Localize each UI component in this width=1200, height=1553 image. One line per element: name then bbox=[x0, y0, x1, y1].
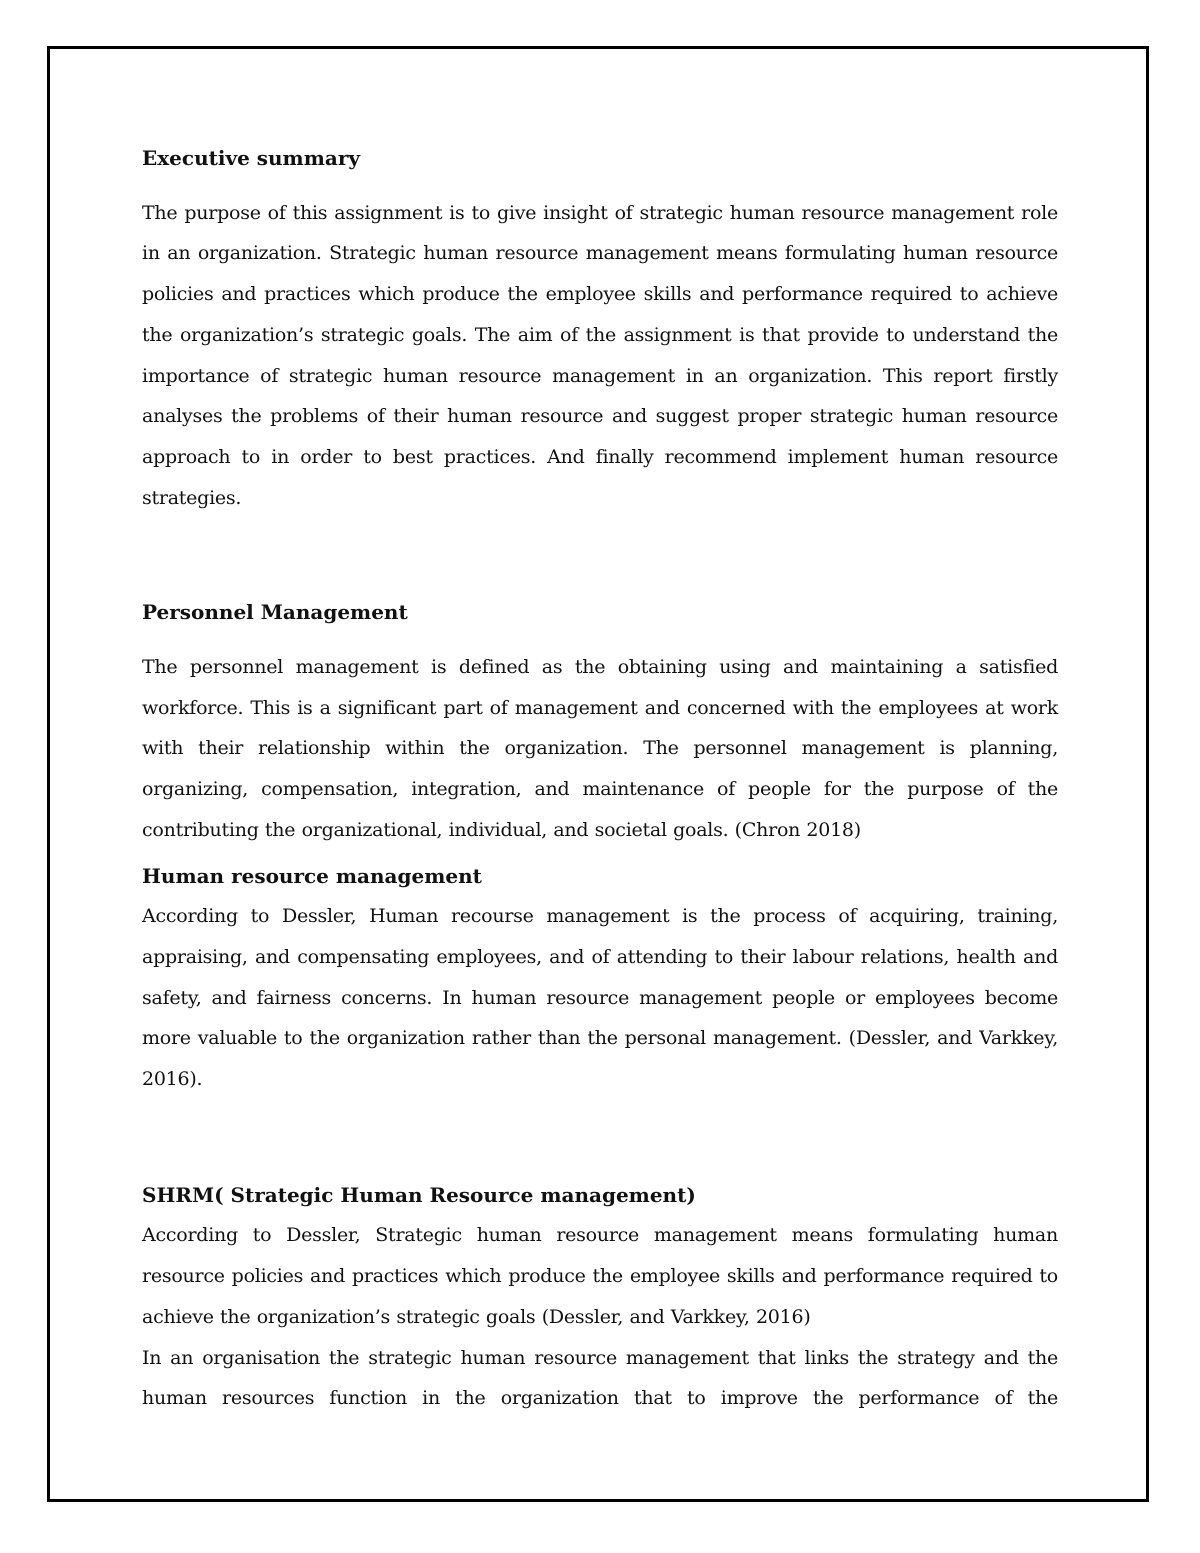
document-body bbox=[142, 138, 1058, 1419]
spacer bbox=[142, 518, 1058, 592]
shrm-paragraph-1: According to Dessler, Strategic human resource management means formulating human resource policies and practices which produce the employee skills and performance required to achieve the organization’s strategic goals (Dessler, and Varkkey, 2016) bbox=[142, 1224, 1058, 1328]
human-resource-management-paragraph: According to Dessler, Human recourse management is the process of acquiring, training, appraising, and compensating employees, and of attending to their labour relations, health and safety, and fairness concerns. In human resource management people or employees become more valuable to the organization rather than the personal management. (Dessler, and Varkkey, 2016). bbox=[142, 905, 1058, 1091]
spacer bbox=[142, 633, 1058, 647]
section-heading-shrm: SHRM( Strategic Human Resource management) bbox=[142, 1182, 696, 1207]
section-heading-personnel-management: Personnel Management bbox=[142, 600, 408, 625]
personnel-management-paragraph: The personnel management is defined as the obtaining using and maintaining a satisfied workforce. This is a significant part of management and concerned with the employees at work with their relationship within the organization. The personnel management is planning, organizing, compensation, integration, and maintenance of people for the purpose of the contributing the organizational, individual, and societal goals. (Chron 2018) bbox=[142, 656, 1058, 841]
section-heading-executive-summary: Executive summary bbox=[142, 146, 360, 170]
section-heading-human-resource-management: Human resource management bbox=[142, 863, 482, 888]
executive-summary-paragraph: The purpose of this assignment is to give insight of strategic human resource management role in an organization. Strategic human resource management means formulating human resource policies and practices which produce the employee skills and performance required to achieve the organization’s strategic goals. The aim of the assignment is that provide to understand the importance of strategic human resource management in an organization. This report firstly analyses the problems of their human resource and suggest proper strategic human resource approach to in order to best practices. And finally recommend implement human resource strategies. bbox=[142, 201, 1058, 509]
spacer bbox=[142, 179, 1058, 193]
spacer bbox=[142, 1100, 1058, 1175]
shrm-paragraph-2: In an organisation the strategic human resource management that links the strategy and the human resources function in the organization that to improve the performance of the bbox=[142, 1346, 1058, 1410]
